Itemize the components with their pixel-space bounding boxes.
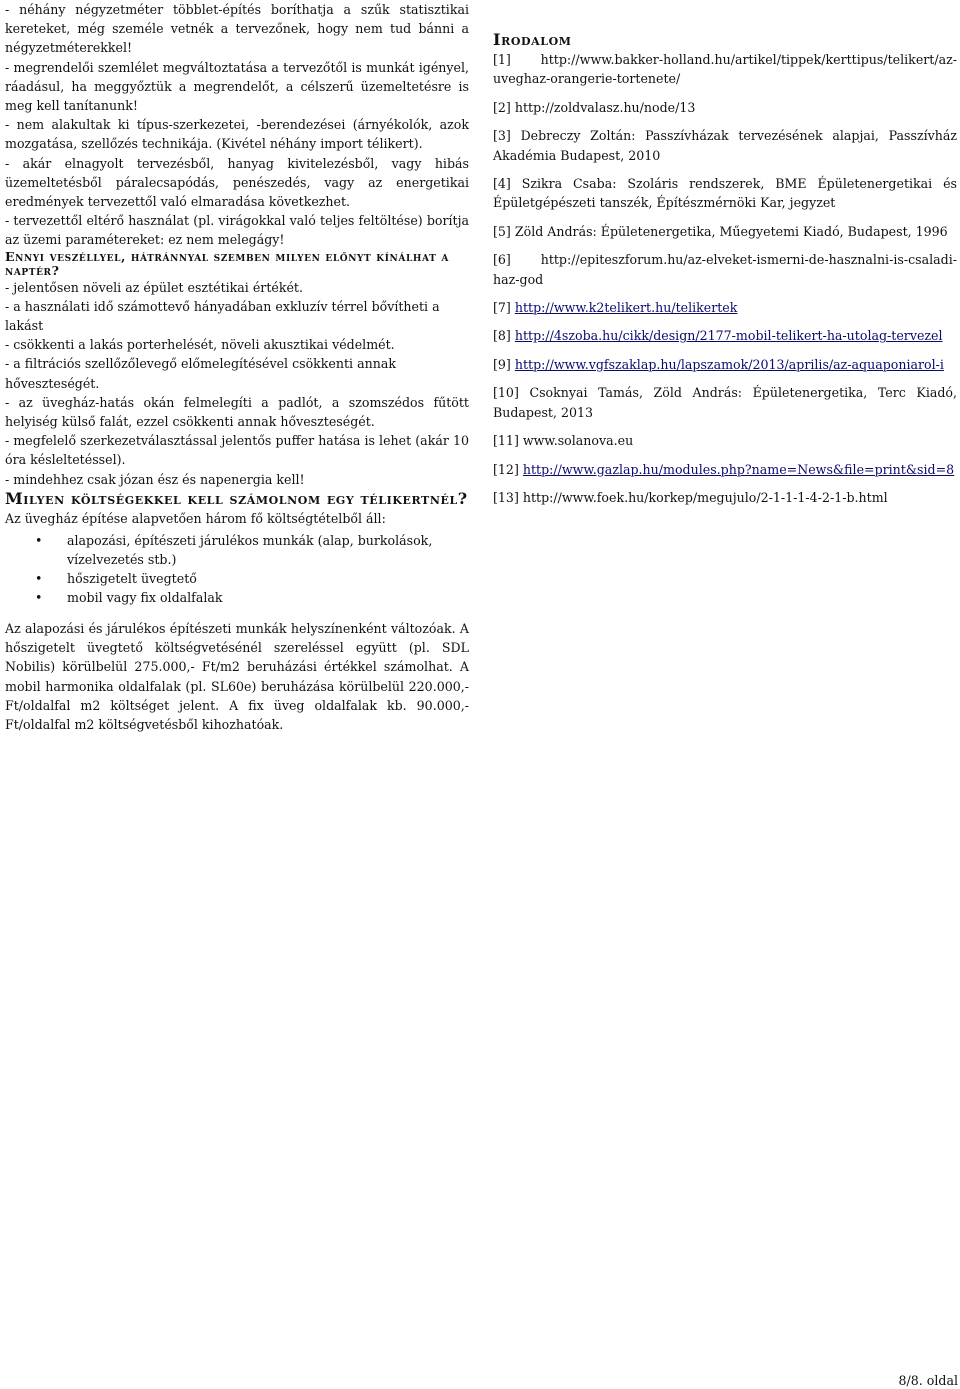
reference-item bbox=[493, 355, 957, 374]
list-item-text: mobil vagy fix oldalfalak bbox=[67, 590, 223, 606]
reference-link[interactable]: http://www.k2telikert.hu/telikertek bbox=[514, 300, 738, 316]
reference-number: [11] bbox=[493, 433, 519, 449]
cost-paragraph: Az alapozási és járulékos építészeti munkák helyszínenként változóak. A hőszigetelt üvegtető költségvetésénél szereléssel együtt (pl. SDL Nobilis) körülbelül 275.000,- Ft/m2 beruházási értékkel számolhat. A mobil harmonika oldalfalak (pl. SL60e) beruházása körülbelül 220.000,- Ft/oldalfal m2 költséget jelent. A fix üveg oldalfalak kb. 90.000,- Ft/oldalfal m2 költségvetésből kihozhatóak. bbox=[5, 621, 469, 733]
reference-text: www.solanova.eu bbox=[522, 433, 634, 449]
right-column bbox=[493, 30, 957, 516]
reference-number: [8] bbox=[493, 328, 511, 344]
reference-item bbox=[493, 431, 957, 450]
reference-number: [3] bbox=[493, 128, 511, 144]
bullet-icon: • bbox=[35, 590, 43, 606]
benefit-line: - megfelelő szerkezetválasztással jelentős puffer hatása is lehet (akár 10 óra késleltetéssel). bbox=[5, 433, 469, 468]
benefit-line: - csökkenti a lakás porterhelését, növeli akusztikai védelmét. bbox=[5, 337, 395, 353]
benefit-line: - a használati idő számottevő hányadában exkluzív térrel bővítheti a lakást bbox=[5, 298, 440, 334]
left-column bbox=[5, 0, 469, 734]
page-number: 8/8. oldal bbox=[898, 1373, 958, 1388]
paragraph-top-3: - nem alakultak ki típus-szerkezetei, -berendezései (árnyékolók, azok mozgatása, szellőzés technikája. (Kivétel néhány import télikert). bbox=[5, 117, 469, 152]
reference-number: [7] bbox=[493, 300, 511, 316]
benefit-line: - az üvegház-hatás okán felmelegíti a padlót, a szomszédos fűtött helyiség külső falát, ezzel csökkenti annak hőveszteségét. bbox=[5, 394, 469, 430]
reference-text: Debreczy Zoltán: Passzívházak tervezésének alapjai, Passzívház Akadémia Budapest, 2010 bbox=[493, 128, 957, 163]
paragraph-top-2: - megrendelői szemlélet megváltoztatása a tervezőtől is munkát igényel, ráadásul, ha meggyőztük a megrendelőt, a célszerű üzemeltetésre is meg kell tanítanunk! bbox=[5, 59, 469, 114]
reference-link[interactable]: http://www.gazlap.hu/modules.php?name=News&file=print&sid=8 bbox=[522, 461, 955, 477]
reference-number: [1] bbox=[493, 52, 511, 67]
reference-text: http://epiteszforum.hu/az-elveket-ismerni-de-hasznalni-is-csaladi-haz-god bbox=[493, 252, 957, 287]
reference-item bbox=[493, 383, 957, 422]
reference-number: [2] bbox=[493, 99, 511, 115]
list-item bbox=[5, 569, 469, 588]
literature-heading: Irodalom bbox=[493, 30, 572, 49]
reference-text: http://www.foek.hu/korkep/megujulo/2-1-1-1-4-2-1-b.html bbox=[522, 489, 888, 505]
reference-item bbox=[493, 174, 957, 213]
reference-text: http://www.bakker-holland.hu/artikel/tippek/kerttipus/telikert/az-uveghaz-orangerie-tortenete/ bbox=[493, 52, 957, 87]
reference-item bbox=[493, 326, 957, 345]
reference-number: [12] bbox=[493, 461, 519, 477]
reference-number: [5] bbox=[493, 223, 511, 239]
reference-number: [9] bbox=[493, 356, 511, 372]
cost-intro: Az üvegház építése alapvetően három fő költségtételből áll: bbox=[5, 510, 386, 526]
reference-item bbox=[493, 488, 957, 507]
list-item-text: hőszigetelt üvegtető bbox=[67, 571, 197, 587]
reference-number: [13] bbox=[493, 489, 519, 505]
reference-number: [4] bbox=[493, 176, 511, 192]
reference-item bbox=[493, 50, 957, 89]
list-item bbox=[5, 531, 469, 569]
bullet-icon: • bbox=[35, 571, 43, 587]
paragraph-top-4: - akár elnagyolt tervezésből, hanyag kivitelezésből, vagy hibás üzemeltetésből páralecsapódás, penészedés, vagy az energetikai eredmények tervezettől való elmaradása következhet. bbox=[5, 155, 469, 210]
reference-text: http://zoldvalasz.hu/node/13 bbox=[514, 99, 696, 115]
reference-number: [10] bbox=[493, 385, 519, 401]
danger-benefit-heading: Ennyi veszéllyel, hátránnyal szemben milyen előnyt kínálhat a naptér? bbox=[5, 248, 449, 278]
reference-link[interactable]: http://4szoba.hu/cikk/design/2177-mobil-telikert-ha-utolag-tervezel bbox=[514, 328, 943, 344]
benefit-line: - a filtrációs szellőzőlevegő előmelegítésével csökkenti annak hőveszteségét. bbox=[5, 356, 396, 391]
paragraph-top-5: - tervezettől eltérő használat (pl. virágokkal való teljes feltöltése) borítja az üzemi paramétereket: ez nem melegágy! bbox=[5, 213, 469, 248]
cost-heading: Milyen költségekkel kell számolnom egy télikertnél? bbox=[5, 488, 468, 508]
cost-items-list bbox=[5, 531, 469, 607]
reference-item bbox=[493, 222, 957, 241]
benefit-line: - jelentősen növeli az épület esztétikai értékét. bbox=[5, 279, 303, 295]
reference-number: [6] bbox=[493, 252, 511, 268]
reference-link[interactable]: http://www.vgfszaklap.hu/lapszamok/2013/aprilis/az-aquaponiarol-i bbox=[514, 356, 944, 372]
reference-item bbox=[493, 126, 957, 165]
reference-text: Szikra Csaba: Szoláris rendszerek, BME Épületenergetikai és Épületgépészeti tanszék, Építészmérnöki Kar, jegyzet bbox=[493, 176, 957, 211]
reference-text: Csoknyai Tamás, Zöld András: Épületenergetika, Terc Kiadó, Budapest, 2013 bbox=[493, 385, 958, 420]
reference-item bbox=[493, 298, 957, 317]
benefit-line: - mindehhez csak józan ész és napenergia kell! bbox=[5, 471, 305, 487]
bullet-icon: • bbox=[35, 533, 43, 549]
reference-list bbox=[493, 50, 957, 507]
reference-item bbox=[493, 460, 957, 479]
reference-item bbox=[493, 250, 957, 289]
reference-item bbox=[493, 98, 957, 117]
list-item bbox=[5, 588, 469, 607]
reference-text: Zöld András: Épületenergetika, Műegyetemi Kiadó, Budapest, 1996 bbox=[514, 223, 948, 239]
paragraph-top-1: - néhány négyzetméter többlet-építés boríthatja a szűk statisztikai kereteket, még személe vetnék a tervezőnek, hogy nem tud bánni a négyzetméterekkel! bbox=[5, 2, 469, 56]
list-item-text: alapozási, építészeti járulékos munkák (alap, burkolások, vízelvezetés stb.) bbox=[67, 533, 433, 568]
